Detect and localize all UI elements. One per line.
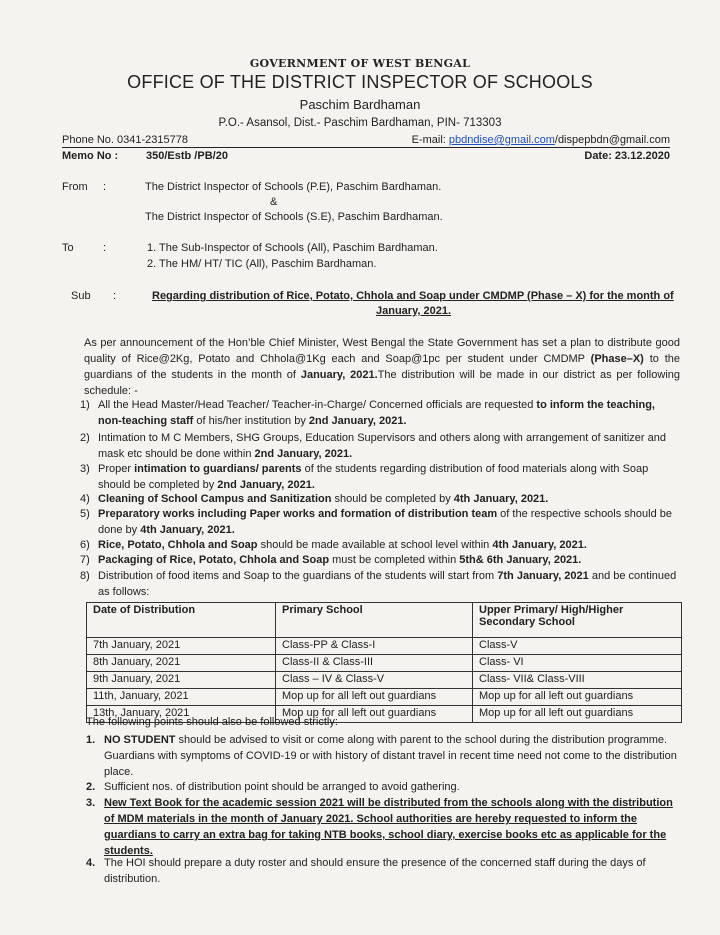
intro-text-1: As per announcement of the Hon’ble Chief Minister, West Bengal the State Government has set a plan to distribute good quality of Rice@2Kg, Potato and Chhola@1Kg each and Soap@1pc per student under CMDMP	[84, 337, 680, 365]
point-item: The HOI should prepare a duty roster and should ensure the presence of the concerned staff during the days of distribution.	[104, 857, 646, 885]
item-text: must be completed within	[329, 554, 460, 566]
table-row	[87, 655, 682, 672]
item-bold: Rice, Potato, Chhola and Soap	[98, 539, 258, 551]
item-text: Distribution of food items and Soap to the guardians of the students will start from	[98, 570, 498, 582]
from-line-1: The District Inspector of Schools (P.E), Paschim Bardhaman.	[145, 181, 442, 193]
table-cell: Class-II & Class-III	[276, 655, 473, 672]
subject-line-1: Regarding distribution of Rice, Potato, Chhola and Soap under CMDMP (Phase – X) for the month of	[152, 290, 674, 302]
from-colon: :	[103, 181, 107, 193]
item-text: should be completed by	[331, 493, 454, 505]
intro-month: January, 2021.	[300, 369, 378, 381]
intro-paragraph	[84, 335, 680, 399]
item-text: Proper	[98, 463, 135, 475]
memo-number: 350/Estb /PB/20	[146, 150, 228, 162]
item-text: of the respective schools should be done by	[98, 508, 673, 536]
table-cell: Mop up for all left out guardians	[473, 689, 682, 706]
email-separator: /	[554, 134, 558, 146]
item-bold: 2nd January, 2021.	[254, 448, 353, 460]
item-text: Intimation to M C Members, SHG Groups, Education Supervisors and others along with arrangement of sanitizer and mask etc should be done within	[98, 432, 666, 460]
email-2: dispepbdn@gmail.com	[557, 134, 670, 146]
address-line: P.O.- Asansol, Dist.- Paschim Bardhaman, PIN- 713303	[218, 117, 502, 129]
to-line-1: 1. The Sub-Inspector of Schools (All), Paschim Bardhaman.	[147, 242, 438, 254]
list-item	[98, 568, 680, 600]
table-cell-date: 8th January, 2021	[87, 655, 276, 672]
item-text: All the Head Master/Head Teacher/ Teacher-in-Charge/ Concerned officials are requested	[98, 399, 537, 411]
subject-colon: :	[113, 290, 117, 302]
item-text: and be continued as follows:	[98, 570, 677, 598]
intro-text-3: The distribution will be made in our district as per following schedule: -	[84, 369, 680, 397]
list-item	[98, 397, 680, 429]
item-number: 6)	[80, 539, 90, 551]
table-cell: Mop up for all left out guardians	[473, 706, 682, 723]
following-points-heading: The following points should also be followed strictly:	[86, 716, 338, 728]
point-text: should be advised to visit or come along with parent to the school during the distribution programme. Guardians with symptoms of COVID-19 or with history of distant travel in recent time need not come to the distribution place.	[104, 734, 677, 778]
office-heading: OFFICE OF THE DISTRICT INSPECTOR OF SCHOOLS	[127, 72, 593, 92]
item-bold: Cleaning of School Campus and Sanitization	[98, 493, 332, 505]
header-primary: Primary School	[276, 603, 473, 638]
list-item	[98, 537, 680, 553]
memo-date: Date: 23.12.2020	[584, 150, 670, 162]
table-cell-date: 11th, January, 2021	[87, 689, 276, 706]
item-bold: Preparatory works including Paper works and formation of distribution team	[98, 508, 498, 520]
table-cell: Mop up for all left out guardians	[276, 689, 473, 706]
item-number: 5)	[80, 508, 90, 520]
item-bold: 7th January, 2021	[497, 570, 589, 582]
table-cell: Class-PP & Class-I	[276, 638, 473, 655]
item-number: 8)	[80, 570, 90, 582]
phone-number: Phone No. 0341-2315778	[62, 134, 188, 146]
point-item	[104, 732, 680, 780]
from-ampersand: &	[270, 196, 278, 208]
list-item	[98, 506, 680, 538]
header-upper-primary: Upper Primary/ High/Higher Secondary School	[473, 603, 682, 638]
item-number: 1)	[80, 399, 90, 411]
list-item	[98, 552, 680, 568]
email-block	[412, 134, 670, 146]
distribution-schedule-table	[86, 602, 682, 723]
point-item: New Text Book for the academic session 2021 will be distributed from the schools along with the distribution of MDM materials in the month of January 2021. School authorities are hereby requested to inform the guardians to carry an extra bag for taking NTB books, school diary, exercise books etc as applicable for the students.	[104, 797, 673, 857]
table-row	[87, 672, 682, 689]
district-heading: Paschim Bardhaman	[299, 97, 421, 112]
item-bold: 2nd January, 2021.	[308, 415, 407, 427]
item-bold: 4th January, 2021.	[492, 539, 587, 551]
to-line-2: 2. The HM/ HT/ TIC (All), Paschim Bardhaman.	[147, 258, 377, 270]
contact-line	[62, 134, 670, 148]
table-row	[87, 689, 682, 706]
email-label: E-mail:	[411, 134, 449, 146]
to-label: To	[62, 242, 74, 254]
table-cell-date: 9th January, 2021	[87, 672, 276, 689]
table-cell: Class- VI	[473, 655, 682, 672]
item-text: should be made available at school level within	[257, 539, 493, 551]
item-bold: 2nd January, 2021.	[217, 479, 315, 491]
item-bold: to inform the teaching, non-teaching staff	[98, 399, 655, 427]
point-number: 1.	[86, 734, 96, 746]
item-text: of his/her institution by	[193, 415, 309, 427]
item-text: of the students regarding distribution of food materials along with Soap should be completed by	[98, 463, 649, 491]
intro-phase: (Phase–X)	[590, 353, 644, 365]
item-number: 7)	[80, 554, 90, 566]
from-line-2: The District Inspector of Schools (S.E), Paschim Bardhaman.	[145, 211, 443, 223]
point-number: 4.	[86, 857, 96, 869]
item-bold: intimation to guardians/ parents	[134, 463, 302, 475]
item-bold: 4th January, 2021.	[140, 524, 235, 536]
table-cell: Class- VII& Class-VIII	[473, 672, 682, 689]
table-row	[87, 638, 682, 655]
from-label: From	[62, 181, 88, 193]
list-item	[98, 430, 680, 462]
list-item	[98, 491, 680, 507]
table-cell: Class – IV & Class-V	[276, 672, 473, 689]
table-cell-date: 13th, January, 2021	[87, 706, 276, 723]
table-cell: Mop up for all left out guardians	[276, 706, 473, 723]
header-date: Date of Distribution	[87, 603, 276, 638]
subject-line-2: January, 2021.	[376, 305, 452, 317]
point-number: 2.	[86, 781, 96, 793]
table-cell-date: 7th January, 2021	[87, 638, 276, 655]
point-bold: NO STUDENT	[104, 734, 176, 746]
email-link-1[interactable]: pbdndise@gmail.com	[448, 134, 555, 146]
item-bold: 5th& 6th January, 2021.	[459, 554, 582, 566]
item-number: 2)	[80, 432, 90, 444]
government-heading: GOVERNMENT OF WEST BENGAL	[249, 57, 471, 70]
point-item: Sufficient nos. of distribution point should be arranged to avoid gathering.	[104, 781, 460, 793]
intro-text-2: to the guardians of the students in the month of	[84, 353, 680, 381]
item-number: 4)	[80, 493, 90, 505]
subject-label: Sub	[71, 290, 91, 302]
table-header-row	[87, 603, 682, 638]
list-item	[98, 461, 680, 493]
item-number: 3)	[80, 463, 90, 475]
to-colon: :	[103, 242, 107, 254]
memo-line	[62, 150, 670, 162]
table-cell: Class-V	[473, 638, 682, 655]
item-bold: Packaging of Rice, Potato, Chhola and Soap	[98, 554, 330, 566]
point-number: 3.	[86, 797, 96, 809]
item-bold: 4th January, 2021.	[453, 493, 549, 505]
memo-label: Memo No :	[62, 150, 119, 162]
